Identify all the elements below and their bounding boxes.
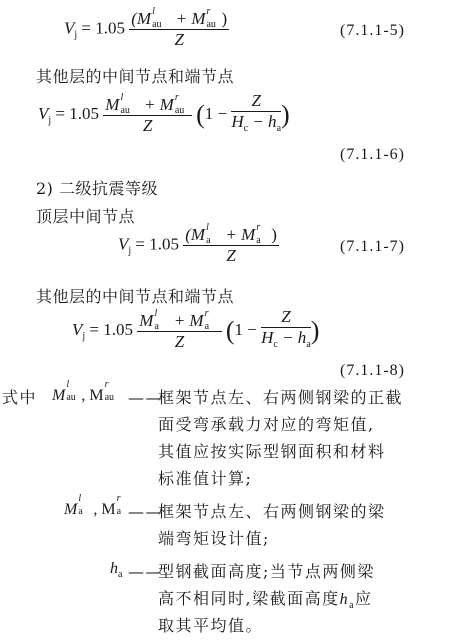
where-symbols-1: M l au , M r au: [52, 379, 115, 404]
where-dash: ——: [128, 562, 163, 581]
equation-7-1-1-8: $V_j = 1.05$ M l a + M r a Z (1 − $\frac{Z}{H_c - h_a}$ ): [72, 307, 320, 351]
where-desc-line: 标准值计算;: [158, 469, 253, 488]
where-dash: ——: [128, 388, 163, 407]
where-desc-line: 框架节点左、右两侧钢梁的梁: [158, 502, 386, 521]
fraction: (M l au + M r au ) Z: [131, 6, 228, 49]
where-desc-line: 面受弯承载力对应的弯矩值,: [158, 415, 375, 434]
where-desc-line: 取其平均值。: [158, 616, 264, 635]
where-desc-line: 框架节点左、右两侧钢梁的正截: [158, 388, 404, 407]
section-heading: 2) 二级抗震等级: [36, 179, 159, 198]
equation-7-1-1-7: $V_j = 1.05$ (M l a + M r a ) Z: [118, 222, 277, 265]
where-desc-line: 端弯矩设计值;: [158, 529, 270, 548]
equation-7-1-1-6: $V_j = 1.05$ M l au + M r au Z (1 − $\frac{Z}{H_c - h_a}$ ): [38, 91, 290, 135]
where-dash: ——: [128, 502, 163, 521]
heading: 顶层中间节点: [36, 207, 136, 226]
equation-7-1-1-5: $V_j = 1.05$ (M l au + M r au ) Z: [64, 6, 228, 49]
heading: 其他层的中间节点和端节点: [36, 287, 235, 306]
where-desc-line: 高不相同时,梁截面高度$h_a$应: [158, 589, 373, 611]
equation-number: (7.1.1-5): [340, 22, 405, 39]
equation-number: (7.1.1-8): [340, 362, 405, 379]
heading: 其他层的中间节点和端节点: [36, 67, 235, 86]
where-symbol-3: $h_a$: [110, 560, 123, 580]
where-intro: 式中: [2, 388, 38, 407]
where-desc-line: 型钢截面高度;当节点两侧梁: [158, 562, 375, 581]
where-desc-line: 其值应按实际型钢面积和材料: [158, 442, 386, 461]
equation-number: (7.1.1-6): [340, 146, 405, 163]
equation-number: (7.1.1-7): [340, 238, 405, 255]
where-symbols-2: M l a , M r a: [64, 493, 122, 518]
